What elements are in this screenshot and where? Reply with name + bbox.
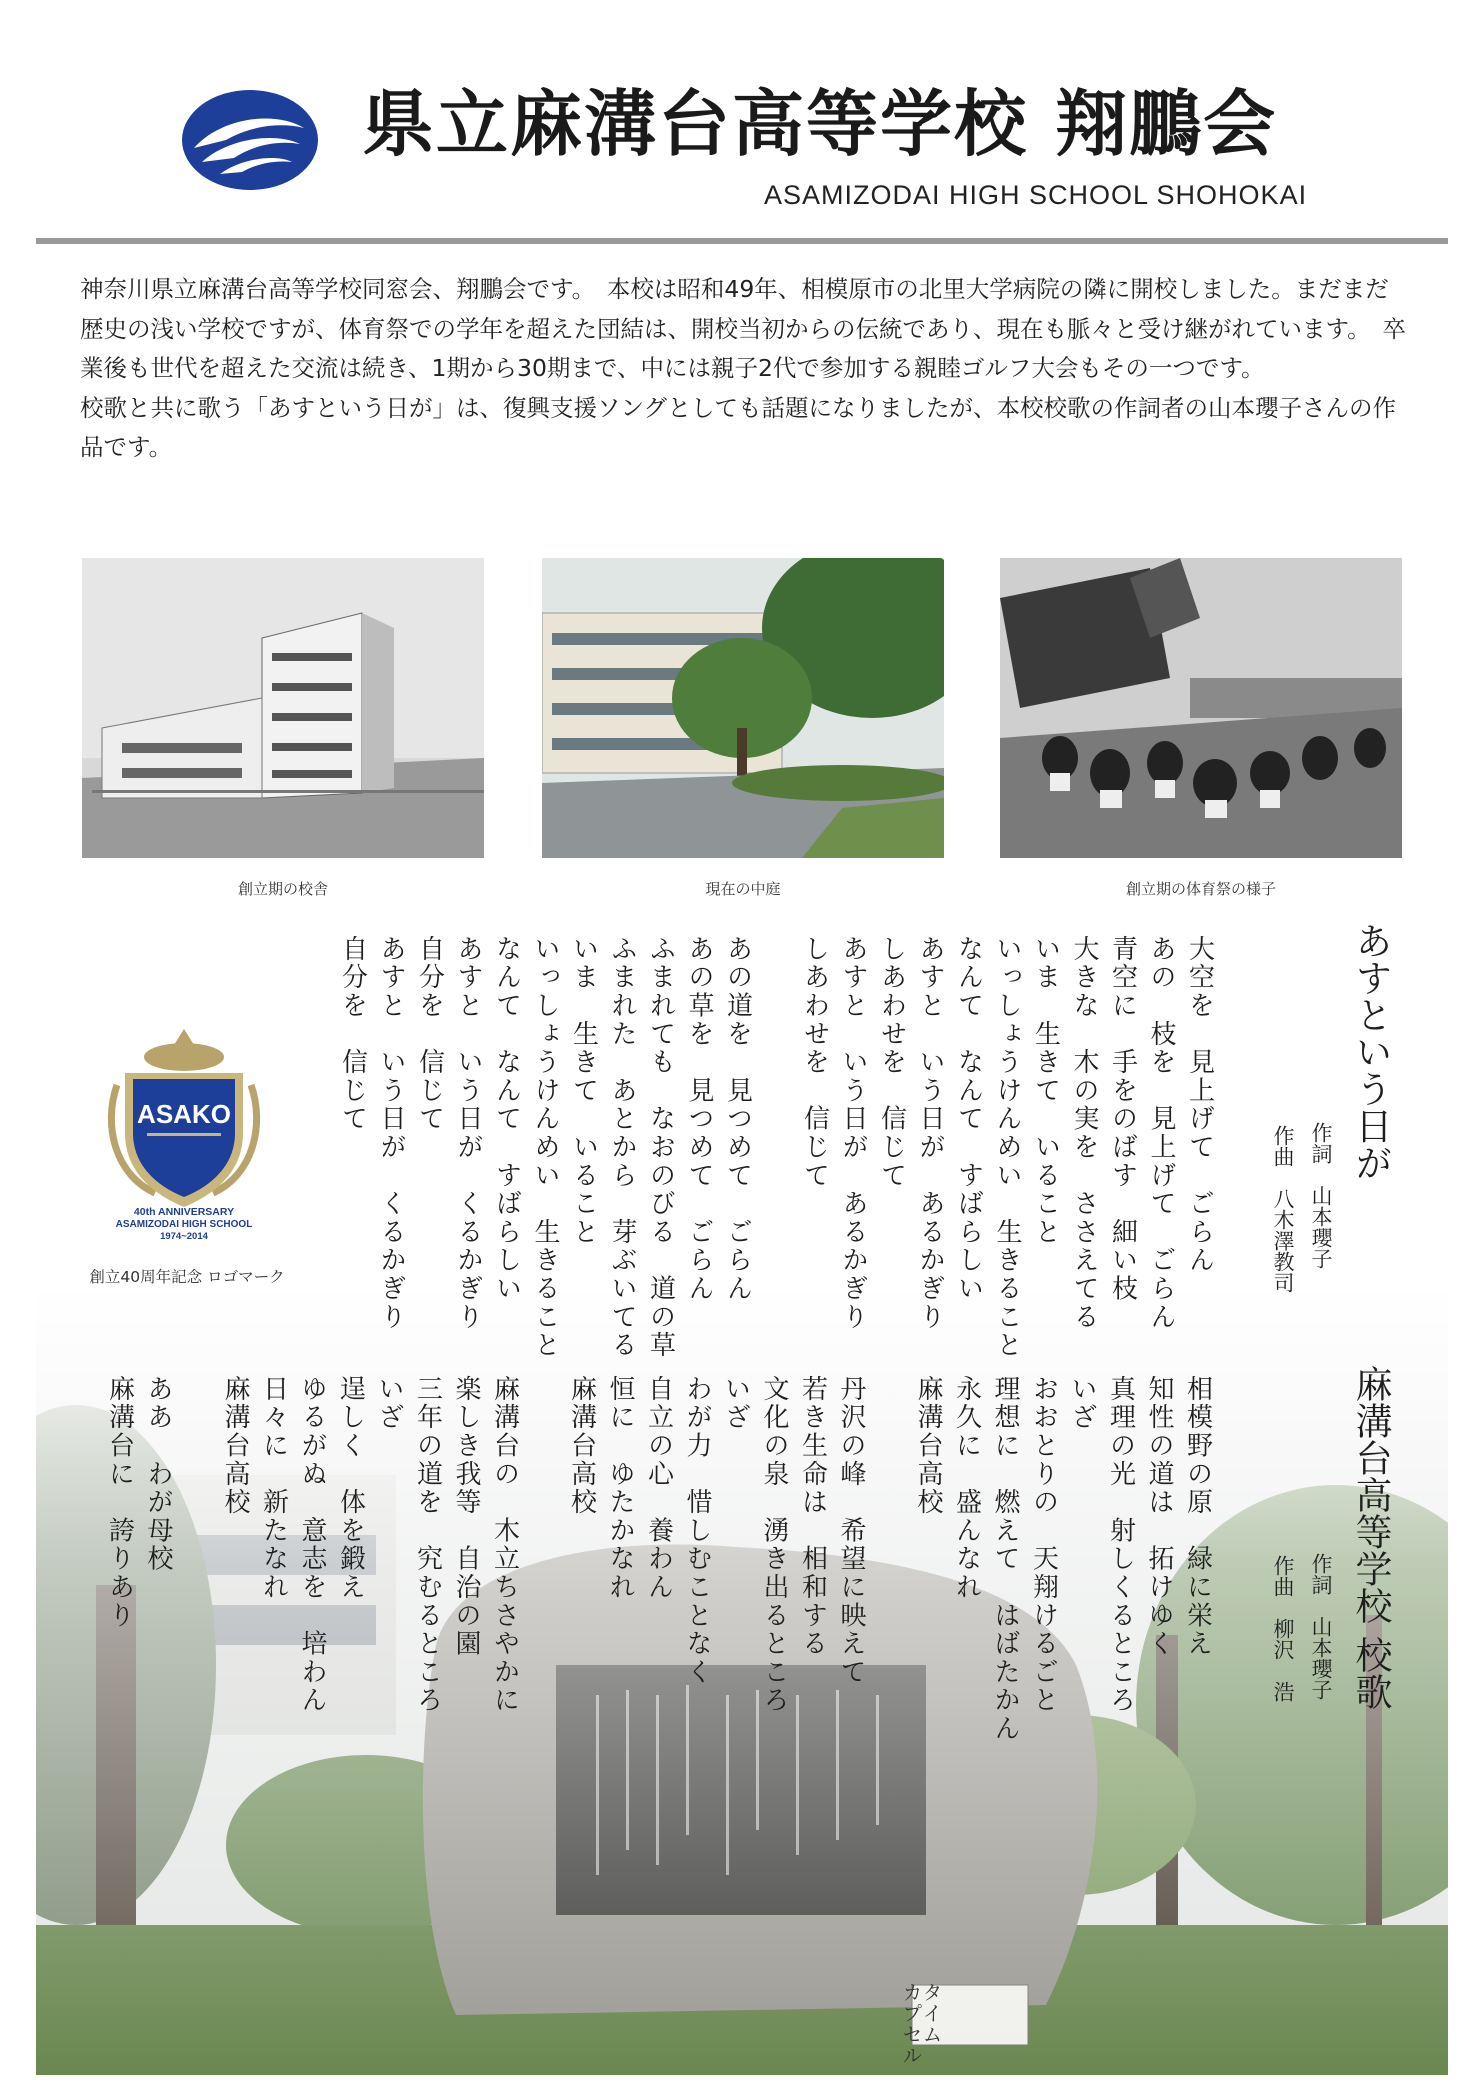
time-capsule-sign: タイム カプセル: [899, 1982, 943, 2066]
intro-paragraph: 神奈川県立麻溝台高等学校同窓会、翔鵬会です。 本校は昭和49年、相模原市の北里大学病院の隣に開校しました。まだまだ歴史の浅い学校ですが、体育祭での学年を超えた団結は、開校当初からの伝統であり、現在も脈々と受け継がれています。 卒業後も世代を超えた交流は続き、1期から30期まで、中には親子2代で参加する親睦ゴルフ大会もその一つです。: [80, 275, 1406, 382]
lyric-line: 真理の光 射しくるところ: [1105, 1375, 1136, 1715]
lyric-line: 日々に 新たなれ: [258, 1375, 289, 1602]
lyric-line: いざ: [720, 1375, 751, 1432]
lyric-line: ゆるがぬ 意志を 培わん: [297, 1375, 327, 1715]
song2-lyrics: [100, 1375, 1217, 1743]
page-title: 県立麻溝台高等学校 翔鵬会: [362, 82, 1278, 166]
emblem-name: ASAKO: [137, 1099, 231, 1129]
lyric-line: 麻溝台に 誇りあり: [104, 1375, 135, 1630]
lyric-line: いざ: [1067, 1375, 1097, 1432]
lyric-line: [870, 1375, 909, 1743]
intro-paragraph: 校歌と共に歌う「あすという日が」は、復興支援ソングとしても話題になりましたが、本校校歌の作詞者の山本瓔子さんの作品です。: [80, 393, 1396, 461]
emblem-line2: ASAMIZODAI HIGH SCHOOL: [115, 1219, 253, 1230]
emblem-line1: 40th ANNIVERSARY: [133, 1206, 235, 1218]
page-subtitle: ASAMIZODAI HIGH SCHOOL SHOHOKAI: [764, 180, 1308, 210]
lyric-line: なんて なんて すばらしい: [491, 935, 522, 1303]
photo-caption: 現在の中庭: [705, 880, 781, 898]
photo-current-courtyard: [542, 558, 944, 858]
lyric-line: 麻溝台高校: [220, 1375, 250, 1517]
lyric-line: わが力 惜しむことなく: [682, 1375, 712, 1687]
lyric-line: いっしょうけんめい 生きること: [530, 935, 560, 1360]
lyric-line: いっしょうけんめい 生きること: [992, 935, 1022, 1360]
lyric-line: 大きな 木の実を ささえてる: [1069, 935, 1099, 1332]
lyric-line: 逞しく 体を鍛え: [335, 1375, 366, 1602]
intro-text: [80, 270, 1410, 468]
lyric-line: 自分を 信じて: [414, 935, 445, 1134]
lyric-line: 自立の心 養わん: [643, 1375, 674, 1602]
lyric-line: なんて なんて すばらしい: [953, 935, 984, 1303]
lyric-line: ふまれた あとから 芽ぶいてる: [607, 935, 637, 1360]
lyric-line: 丹沢の峰 希望に映えて: [836, 1375, 866, 1687]
lyric-line: おおとりの 天翔けるごと: [1028, 1375, 1059, 1715]
lyric-line: いま 生きて いること: [568, 935, 599, 1247]
lyric-line: 楽しき我等 自治の園: [451, 1375, 481, 1658]
school-logo: [180, 88, 320, 192]
lyric-line: 相模野の原 緑に栄え: [1182, 1375, 1213, 1658]
song2-title: 麻溝台高等学校 校歌: [1349, 1365, 1392, 1710]
lyric-line: [524, 1375, 563, 1743]
lyric-line: いざ: [374, 1375, 404, 1432]
lyric-line: あすと いう日が あるかぎり: [838, 935, 868, 1332]
lyric-line: あすと いう日が くるかぎり: [376, 935, 406, 1332]
song1-lyricist: 作詞 山本瓔子: [1309, 1122, 1333, 1269]
lyric-line: あすと いう日が あるかぎり: [915, 935, 945, 1332]
lyric-line: ふまれても なおのびる 道の草: [645, 935, 676, 1360]
song2-lyricist: 作詞 山本瓔子: [1309, 1553, 1333, 1700]
song1-title: あすという日が: [1349, 922, 1392, 1181]
lyric-line: あすと いう日が くるかぎり: [453, 935, 483, 1332]
lyric-line: しあわせを 信じて: [799, 935, 830, 1190]
lyric-line: 麻溝台高校: [566, 1375, 597, 1517]
lyric-line: 麻溝台高校: [913, 1375, 943, 1517]
lyric-line: 青空に 手をのばす 細い枝: [1107, 935, 1138, 1303]
lyric-line: あの 枝を 見上げて ごらん: [1146, 935, 1176, 1332]
lyric-line: 大空を 見上げて ごらん: [1184, 935, 1215, 1275]
lyric-line: 文化の泉 湧き出るところ: [759, 1375, 789, 1715]
photo-early-school-building: [82, 558, 484, 858]
song1-lyrics: [333, 935, 1219, 1360]
lyric-line: 知性の道は 拓けゆく: [1144, 1375, 1174, 1658]
header-divider: [36, 238, 1448, 244]
lyric-line: 三年の道を 究むるところ: [412, 1375, 443, 1715]
lyric-line: 麻溝台の 木立ちさやかに: [489, 1375, 520, 1715]
lyric-line: [177, 1375, 216, 1743]
lyric-line: ああ わが母校: [143, 1375, 173, 1574]
lyric-line: 恒に ゆたかなれ: [605, 1375, 635, 1602]
photo-caption: 創立期の校舎: [237, 880, 328, 898]
lyric-line: いま 生きて いること: [1030, 935, 1061, 1247]
photo-early-sports-festival: [1000, 558, 1402, 858]
lyric-line: 理想に 燃えて はばたかん: [990, 1375, 1020, 1743]
song2-composer: 作曲 柳沢 浩: [1271, 1555, 1295, 1702]
emblem-caption: 創立40周年記念 ロゴマーク: [89, 1268, 285, 1286]
lyric-line: 永久に 盛んなれ: [951, 1375, 982, 1602]
photo-caption: 創立期の体育祭の様子: [1125, 880, 1276, 898]
lyric-line: しあわせを 信じて: [876, 935, 907, 1190]
lyric-line: あの草を 見つめて ごらん: [684, 935, 714, 1303]
lyric-line: [757, 935, 796, 1360]
emblem-line3: 1974~2014: [160, 1231, 208, 1242]
lyric-line: 自分を 信じて: [337, 935, 368, 1134]
lyric-line: あの道を 見つめて ごらん: [722, 935, 753, 1303]
song1-composer: 作曲 八木澤教司: [1271, 1125, 1295, 1293]
anniversary-emblem: [95, 1015, 273, 1245]
lyric-line: 若き生命は 相和する: [797, 1375, 828, 1658]
